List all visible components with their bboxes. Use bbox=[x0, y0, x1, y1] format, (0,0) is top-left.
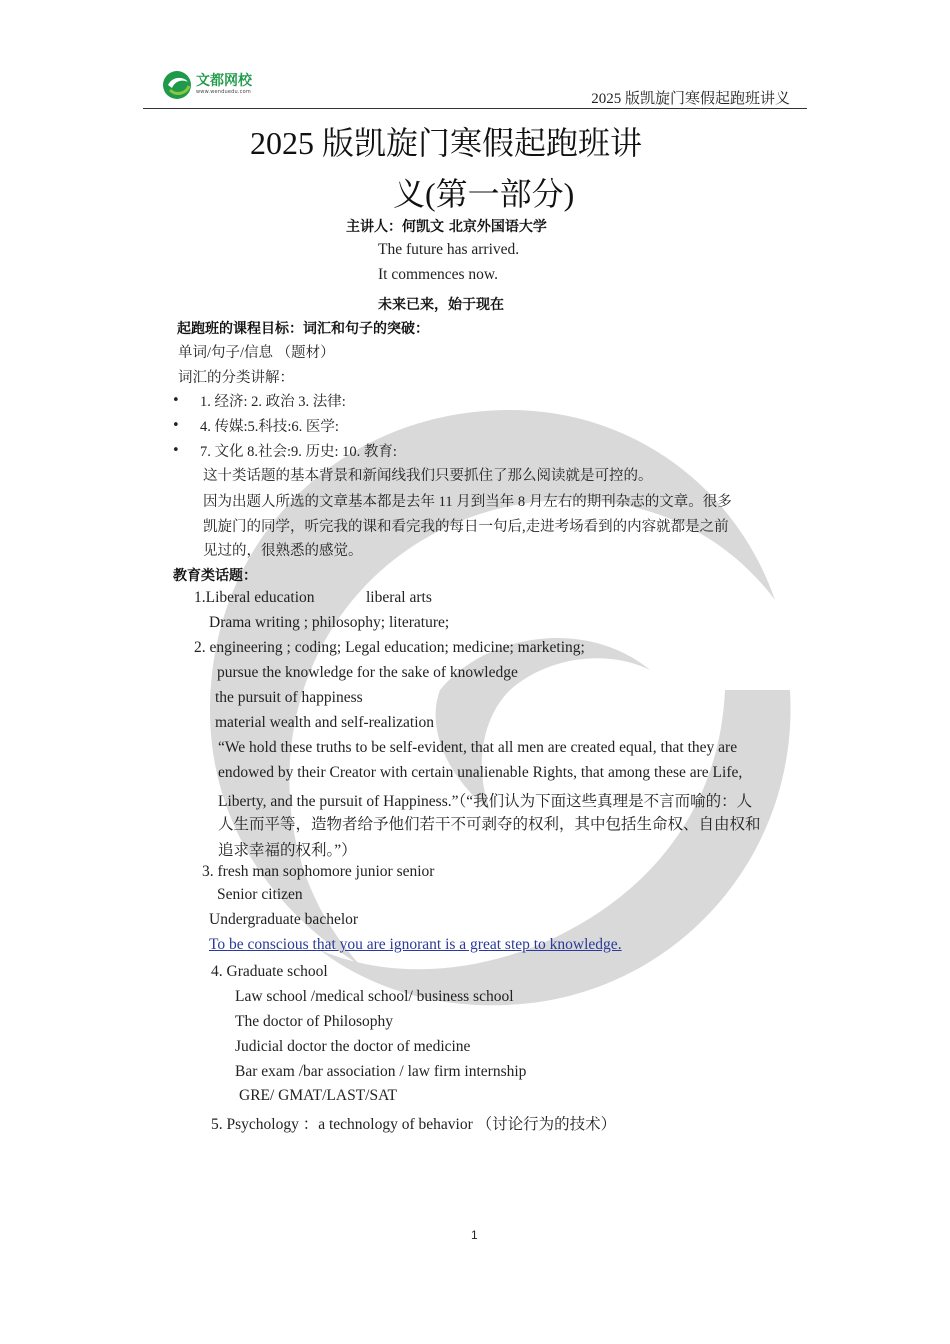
header-title: 2025 版凯旋门寒假起跑班讲义 bbox=[591, 91, 790, 107]
edu-line-7: 3. fresh man sophomore junior senior bbox=[202, 863, 435, 880]
edu-line-2: Drama writing ; philosophy; literature; bbox=[209, 614, 450, 631]
edu-line-15: GRE/ GMAT/LAST/SAT bbox=[239, 1087, 398, 1104]
motto-en-2: It commences now. bbox=[378, 266, 498, 283]
edu-line-5: the pursuit of happiness bbox=[215, 689, 363, 706]
bullet-item-1: 1. 经济: 2. 政治 3. 法律: bbox=[200, 394, 346, 410]
edu-line-16: 5. Psychology ：a technology of behavior （讨论行为的技术） bbox=[211, 1116, 617, 1133]
speaker-line: 主讲人：何凯文 北京外国语大学 bbox=[346, 219, 547, 235]
edu-line-12: The doctor of Philosophy bbox=[235, 1013, 393, 1030]
intro-line-4: 见过的，很熟悉的感觉。 bbox=[203, 543, 363, 559]
page-title-line1: 2025 版凯旋门寒假起跑班讲 bbox=[250, 125, 643, 161]
page-title-line2: 义(第一部分) bbox=[393, 176, 575, 212]
edu-line-1a: 1.Liberal education bbox=[194, 589, 315, 606]
bullet-icon: • bbox=[172, 418, 180, 433]
bullet-icon: • bbox=[172, 443, 180, 458]
intro-line-2: 因为出题人所选的文章基本都是去年 11 月到当年 8 月左右的期刊杂志的文章。很多 bbox=[203, 494, 732, 510]
quote-line-3: Liberty, and the pursuit of Happiness.”（“我们认为下面这些真理是不言而喻的：人 bbox=[218, 793, 753, 810]
bullet-item-3: 7. 文化 8.社会:9. 历史: 10. 教育: bbox=[200, 444, 397, 460]
intro-line-1: 这十类话题的基本背景和新闻线我们只要抓住了那么阅读就是可控的。 bbox=[203, 468, 653, 484]
logo-text: 文都网校 bbox=[196, 73, 252, 89]
edu-line-1b: liberal arts bbox=[366, 589, 432, 606]
quote-line-4: 人生而平等，造物者给予他们若干不可剥夺的权利，其中包括生命权、自由权和 bbox=[218, 816, 761, 833]
edu-line-10: 4. Graduate school bbox=[211, 963, 328, 980]
quote-link[interactable]: To be conscious that you are ignorant is a great step to knowledge. bbox=[209, 936, 622, 953]
motto-en-1: The future has arrived. bbox=[378, 241, 520, 258]
edu-line-8: Senior citizen bbox=[217, 886, 303, 903]
edu-line-3: 2. engineering ; coding; Legal education; medicine; marketing; bbox=[194, 639, 585, 656]
logo-url: www.wenduedu.com bbox=[196, 89, 251, 95]
quote-line-2: endowed by their Creator with certain unalienable Rights, that among these are Life, bbox=[218, 764, 743, 781]
bullet-item-2: 4. 传媒:5.科技:6. 医学: bbox=[200, 419, 339, 435]
edu-line-9: Undergraduate bachelor bbox=[209, 911, 359, 928]
edu-line-4: pursue the knowledge for the sake of knowledge bbox=[217, 664, 518, 681]
goal-heading: 起跑班的课程目标：词汇和句子的突破： bbox=[177, 321, 429, 337]
goal-line-1: 单词/句子/信息 （题材） bbox=[178, 345, 335, 361]
goal-line-2: 词汇的分类讲解： bbox=[178, 370, 294, 386]
edu-heading: 教育类话题： bbox=[173, 568, 257, 584]
intro-line-3: 凯旋门的同学，听完我的课和看完我的每日一句后,走进考场看到的内容就都是之前 bbox=[203, 519, 729, 535]
quote-line-5: 追求幸福的权利。”） bbox=[218, 842, 357, 859]
quote-line-1: “We hold these truths to be self-evident, that all men are created equal, that they are bbox=[218, 739, 738, 756]
edu-line-11: Law school /medical school/ business school bbox=[235, 988, 514, 1005]
bullet-icon: • bbox=[172, 393, 180, 408]
edu-line-6: material wealth and self-realization bbox=[215, 714, 435, 731]
page-number: 1 bbox=[471, 1228, 478, 1242]
header-rule bbox=[143, 108, 807, 109]
edu-line-13: Judicial doctor the doctor of medicine bbox=[235, 1038, 471, 1055]
edu-line-14: Bar exam /bar association / law firm internship bbox=[235, 1063, 527, 1080]
motto-zh: 未来已来，始于现在 bbox=[378, 297, 504, 313]
